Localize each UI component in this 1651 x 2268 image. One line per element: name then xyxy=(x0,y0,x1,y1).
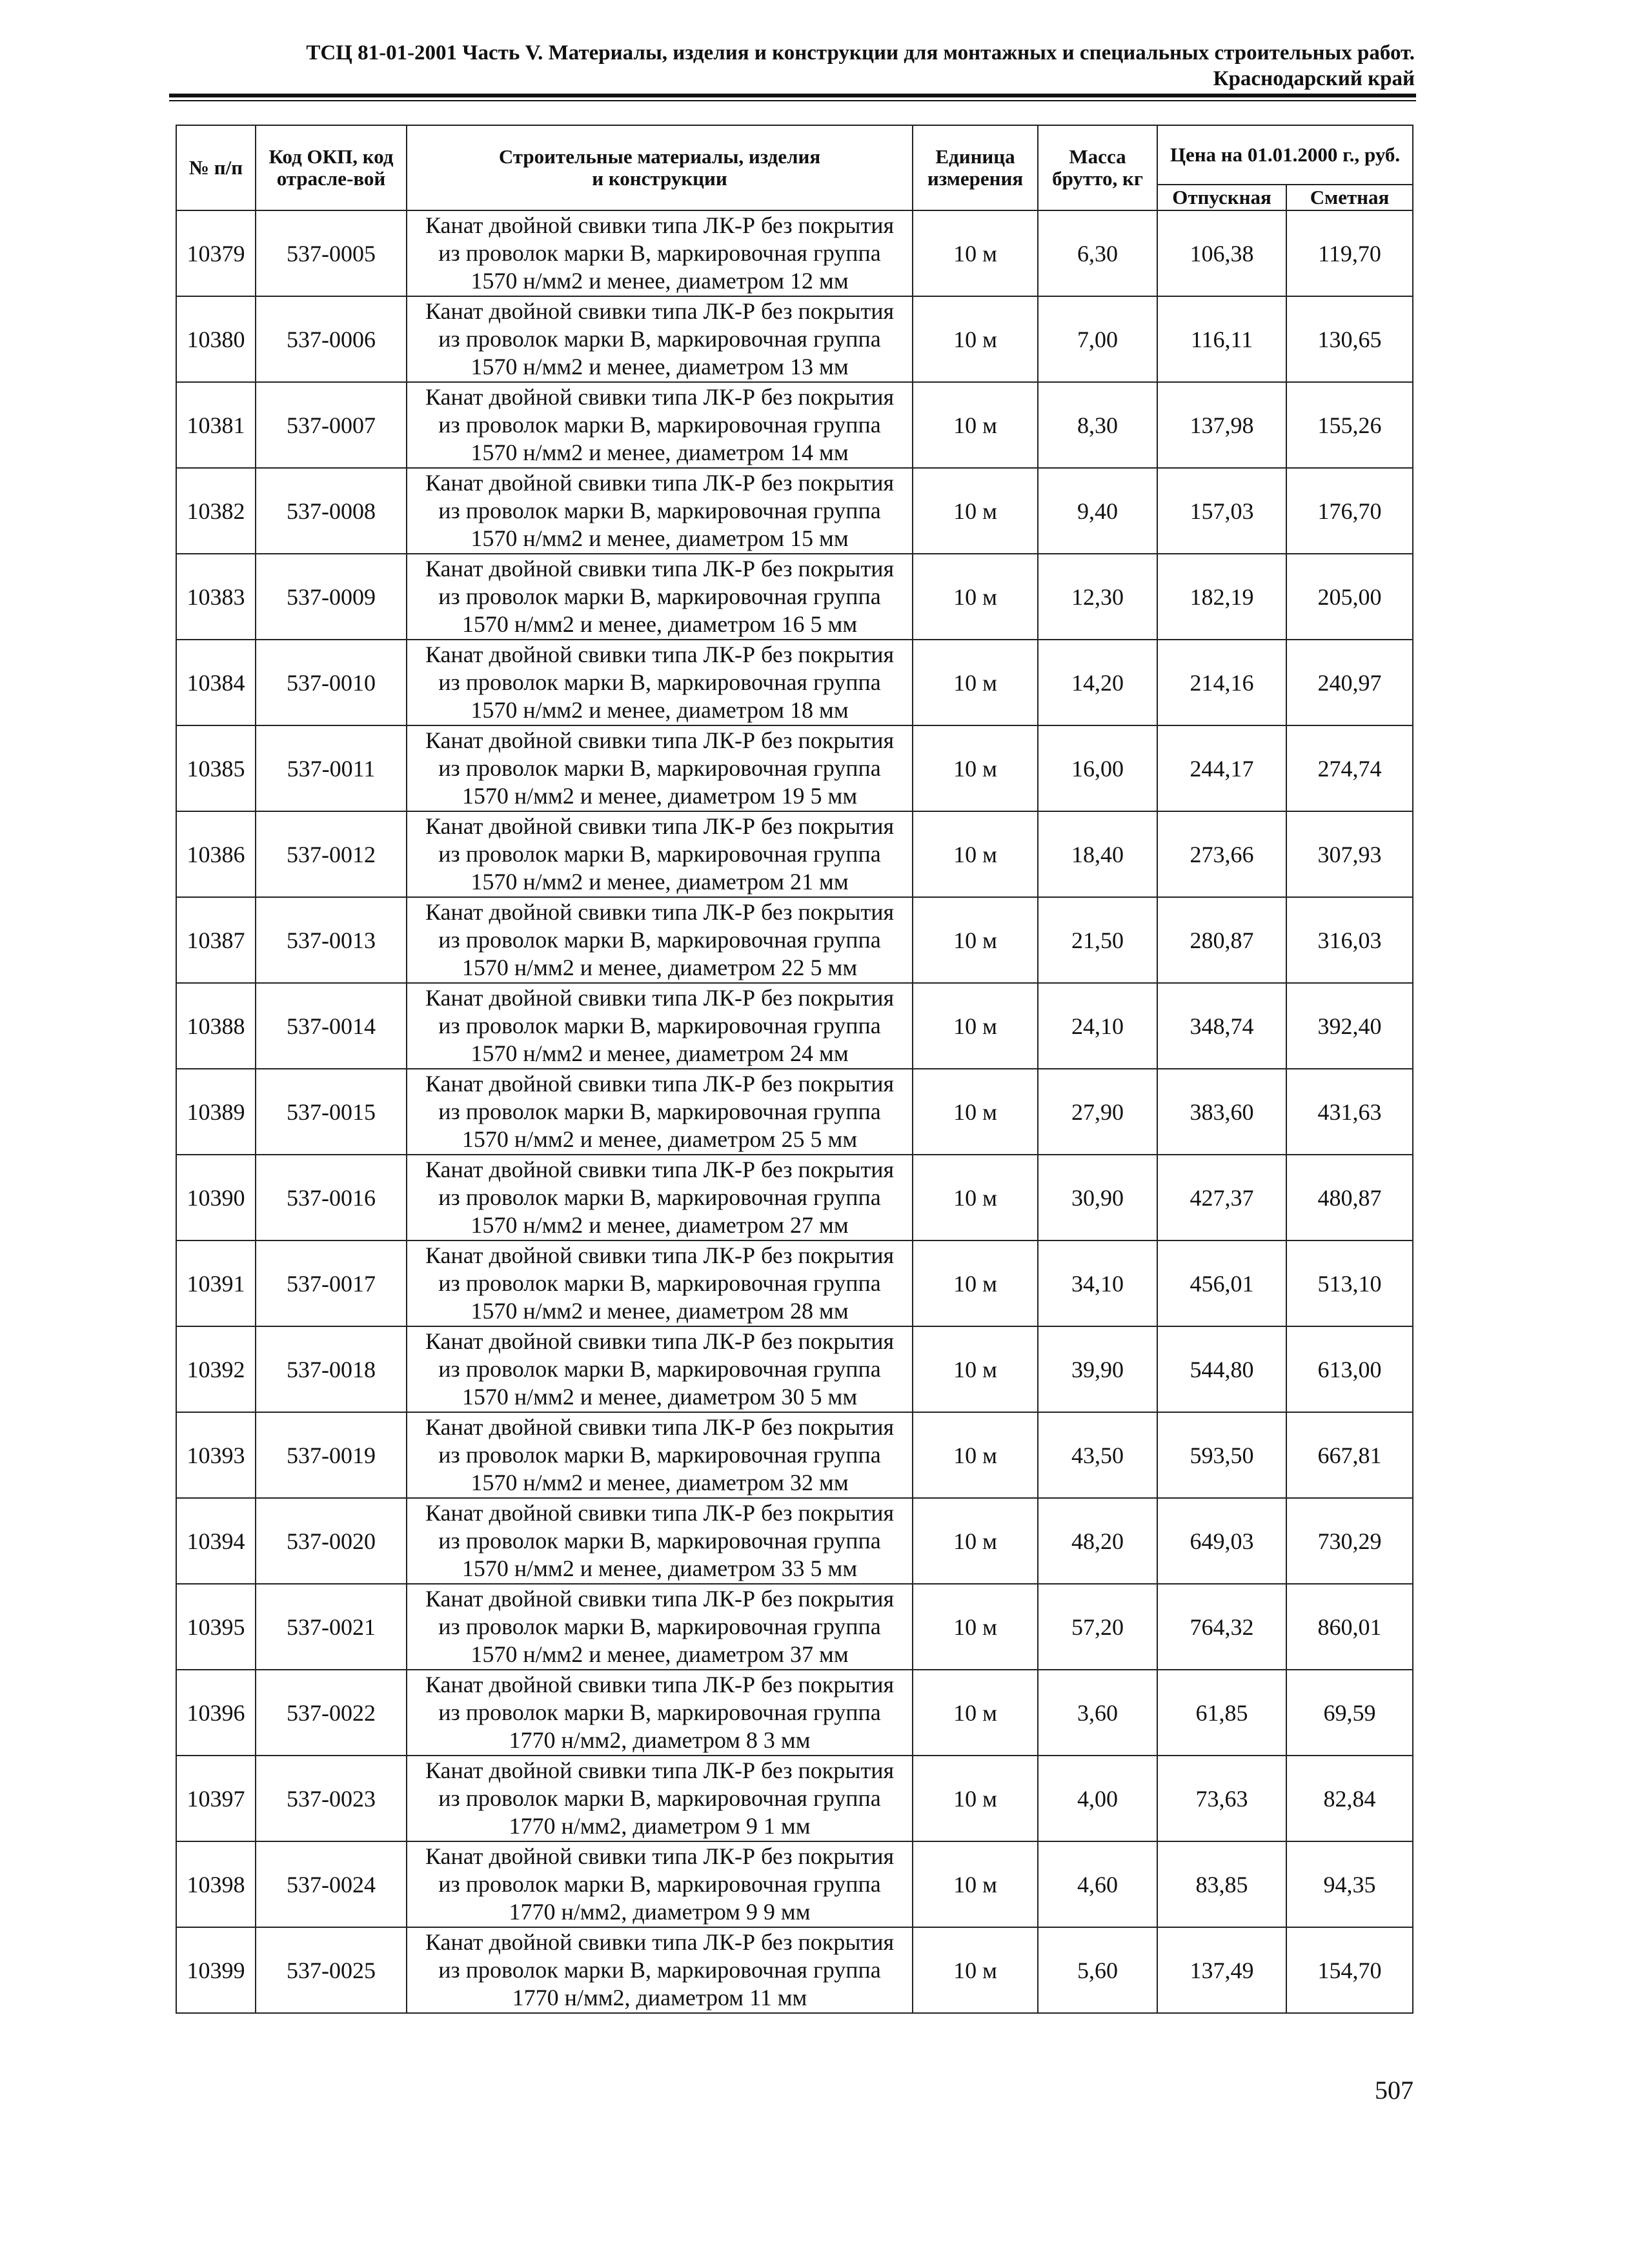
row-description-line: Канат двойной свивки типа ЛК-Р без покрытия xyxy=(425,899,895,925)
row-description xyxy=(407,725,913,811)
row-estimate-price: 94,35 xyxy=(1286,1841,1413,1927)
row-estimate-price: 154,70 xyxy=(1286,1927,1413,2013)
col-header-mass: Масса брутто, кг xyxy=(1038,125,1157,210)
row-code: 537-0010 xyxy=(256,640,407,725)
row-number: 10384 xyxy=(176,640,256,725)
row-mass: 6,30 xyxy=(1038,210,1157,296)
row-code: 537-0018 xyxy=(256,1326,407,1412)
row-code: 537-0006 xyxy=(256,296,407,382)
table-row xyxy=(176,1412,1413,1498)
row-number: 10398 xyxy=(176,1841,256,1927)
row-unit: 10 м xyxy=(913,1584,1038,1670)
table-row xyxy=(176,983,1413,1069)
row-release-price: 116,11 xyxy=(1157,296,1286,382)
row-number: 10383 xyxy=(176,554,256,640)
row-description-line: 1570 н/мм2 и менее, диаметром 30 5 мм xyxy=(461,1384,858,1410)
row-estimate-price: 82,84 xyxy=(1286,1756,1413,1841)
row-code: 537-0019 xyxy=(256,1412,407,1498)
row-description-line: из проволок марки В, маркировочная группа xyxy=(438,755,881,781)
row-description-line: из проволок марки В, маркировочная группа xyxy=(438,498,881,523)
row-unit: 10 м xyxy=(913,468,1038,554)
row-release-price: 83,85 xyxy=(1157,1841,1286,1927)
table-row xyxy=(176,1240,1413,1326)
row-description-line: 1570 н/мм2 и менее, диаметром 14 мм xyxy=(471,440,849,465)
row-description-line: из проволок марки В, маркировочная группа xyxy=(438,1356,881,1382)
row-number: 10392 xyxy=(176,1326,256,1412)
row-release-price: 106,38 xyxy=(1157,210,1286,296)
row-description-line: 1570 н/мм2 и менее, диаметром 12 мм xyxy=(471,268,849,294)
table-row xyxy=(176,1756,1413,1841)
row-release-price: 544,80 xyxy=(1157,1326,1286,1412)
row-description xyxy=(407,1584,913,1670)
table-row xyxy=(176,811,1413,897)
page-header xyxy=(168,40,1415,92)
row-description-line: из проволок марки В, маркировочная группа xyxy=(438,583,881,609)
row-mass: 21,50 xyxy=(1038,897,1157,983)
row-code: 537-0020 xyxy=(256,1498,407,1584)
col-header-code: Код ОКП, код отрасле-вой xyxy=(256,125,407,210)
row-description-line: Канат двойной свивки типа ЛК-Р без покрытия xyxy=(425,1929,895,1955)
row-number: 10397 xyxy=(176,1756,256,1841)
row-number: 10391 xyxy=(176,1240,256,1326)
row-description-line: 1570 н/мм2 и менее, диаметром 22 5 мм xyxy=(461,955,858,980)
row-description-line: 1570 н/мм2 и менее, диаметром 33 5 мм xyxy=(461,1555,858,1581)
row-estimate-price: 513,10 xyxy=(1286,1240,1413,1326)
row-mass: 48,20 xyxy=(1038,1498,1157,1584)
row-unit: 10 м xyxy=(913,554,1038,640)
row-code: 537-0011 xyxy=(256,725,407,811)
row-release-price: 280,87 xyxy=(1157,897,1286,983)
row-mass: 16,00 xyxy=(1038,725,1157,811)
col-header-price: Цена на 01.01.2000 г., руб. xyxy=(1157,125,1413,185)
row-description-line: Канат двойной свивки типа ЛК-Р без покрытия xyxy=(425,813,895,839)
row-unit: 10 м xyxy=(913,1670,1038,1756)
row-code: 537-0009 xyxy=(256,554,407,640)
table-row xyxy=(176,468,1413,554)
row-description-line: 1570 н/мм2 и менее, диаметром 16 5 мм xyxy=(461,611,858,637)
row-description-line: 1770 н/мм2, диаметром 9 9 мм xyxy=(509,1899,811,1925)
row-description-line: Канат двойной свивки типа ЛК-Р без покрытия xyxy=(425,1672,895,1697)
row-description xyxy=(407,1927,913,2013)
row-code: 537-0008 xyxy=(256,468,407,554)
row-code: 537-0017 xyxy=(256,1240,407,1326)
row-unit: 10 м xyxy=(913,1841,1038,1927)
row-unit: 10 м xyxy=(913,296,1038,382)
row-release-price: 61,85 xyxy=(1157,1670,1286,1756)
row-description-line: 1770 н/мм2, диаметром 9 1 мм xyxy=(509,1813,811,1839)
row-description xyxy=(407,1240,913,1326)
row-estimate-price: 667,81 xyxy=(1286,1412,1413,1498)
table-row xyxy=(176,1670,1413,1756)
row-mass: 4,60 xyxy=(1038,1841,1157,1927)
row-description xyxy=(407,1670,913,1756)
row-description-line: из проволок марки В, маркировочная группа xyxy=(438,1184,881,1210)
row-release-price: 456,01 xyxy=(1157,1240,1286,1326)
row-mass: 12,30 xyxy=(1038,554,1157,640)
table-body xyxy=(176,210,1413,2013)
row-description xyxy=(407,468,913,554)
table-row xyxy=(176,1326,1413,1412)
row-unit: 10 м xyxy=(913,1069,1038,1155)
row-unit: 10 м xyxy=(913,382,1038,468)
row-release-price: 273,66 xyxy=(1157,811,1286,897)
table-row xyxy=(176,1069,1413,1155)
row-description-line: из проволок марки В, маркировочная группа xyxy=(438,1699,881,1725)
row-estimate-price: 130,65 xyxy=(1286,296,1413,382)
row-description-line: 1570 н/мм2 и менее, диаметром 25 5 мм xyxy=(461,1126,858,1152)
row-mass: 57,20 xyxy=(1038,1584,1157,1670)
row-description-line: 1570 н/мм2 и менее, диаметром 15 мм xyxy=(471,525,849,551)
row-estimate-price: 860,01 xyxy=(1286,1584,1413,1670)
table-row xyxy=(176,1155,1413,1240)
row-number: 10396 xyxy=(176,1670,256,1756)
row-description-line: из проволок марки В, маркировочная группа xyxy=(438,841,881,867)
row-estimate-price: 316,03 xyxy=(1286,897,1413,983)
row-unit: 10 м xyxy=(913,1756,1038,1841)
row-description xyxy=(407,897,913,983)
row-release-price: 649,03 xyxy=(1157,1498,1286,1584)
table-row xyxy=(176,725,1413,811)
row-mass: 7,00 xyxy=(1038,296,1157,382)
row-unit: 10 м xyxy=(913,1927,1038,2013)
price-table xyxy=(176,125,1413,2014)
page-number: 507 xyxy=(1375,2076,1413,2105)
row-estimate-price: 274,74 xyxy=(1286,725,1413,811)
row-description xyxy=(407,1069,913,1155)
table-row xyxy=(176,640,1413,725)
table-row xyxy=(176,897,1413,983)
row-mass: 30,90 xyxy=(1038,1155,1157,1240)
row-estimate-price: 730,29 xyxy=(1286,1498,1413,1584)
row-code: 537-0007 xyxy=(256,382,407,468)
row-description-line: Канат двойной свивки типа ЛК-Р без покрытия xyxy=(425,212,895,238)
row-number: 10381 xyxy=(176,382,256,468)
row-description-line: Канат двойной свивки типа ЛК-Р без покрытия xyxy=(425,642,895,667)
row-description xyxy=(407,1756,913,1841)
row-estimate-price: 392,40 xyxy=(1286,983,1413,1069)
row-number: 10385 xyxy=(176,725,256,811)
row-mass: 34,10 xyxy=(1038,1240,1157,1326)
row-description-line: из проволок марки В, маркировочная группа xyxy=(438,1270,881,1296)
header-rule xyxy=(169,94,1416,97)
table-row xyxy=(176,210,1413,296)
row-code: 537-0022 xyxy=(256,1670,407,1756)
row-description-line: из проволок марки В, маркировочная группа xyxy=(438,1957,881,1983)
row-description xyxy=(407,811,913,897)
row-description-line: из проволок марки В, маркировочная группа xyxy=(438,1785,881,1811)
row-description-line: из проволок марки В, маркировочная группа xyxy=(438,412,881,438)
row-description xyxy=(407,983,913,1069)
col-header-num: № п/п xyxy=(176,125,256,210)
row-mass: 9,40 xyxy=(1038,468,1157,554)
row-description-line: 1570 н/мм2 и менее, диаметром 21 мм xyxy=(471,869,849,895)
row-estimate-price: 176,70 xyxy=(1286,468,1413,554)
row-code: 537-0024 xyxy=(256,1841,407,1927)
row-unit: 10 м xyxy=(913,1155,1038,1240)
row-estimate-price: 119,70 xyxy=(1286,210,1413,296)
row-description-line: Канат двойной свивки типа ЛК-Р без покрытия xyxy=(425,1157,895,1182)
row-code: 537-0014 xyxy=(256,983,407,1069)
row-number: 10395 xyxy=(176,1584,256,1670)
header-title: ТСЦ 81-01-2001 Часть V. Материалы, изделия и конструкции для монтажных и специальных строительных работ. xyxy=(306,41,1415,65)
row-description xyxy=(407,296,913,382)
row-description-line: Канат двойной свивки типа ЛК-Р без покрытия xyxy=(425,470,895,496)
row-mass: 4,00 xyxy=(1038,1756,1157,1841)
table-row xyxy=(176,382,1413,468)
row-code: 537-0005 xyxy=(256,210,407,296)
row-release-price: 182,19 xyxy=(1157,554,1286,640)
row-description-line: 1770 н/мм2, диаметром 8 3 мм xyxy=(509,1727,811,1753)
row-estimate-price: 613,00 xyxy=(1286,1326,1413,1412)
row-number: 10386 xyxy=(176,811,256,897)
row-unit: 10 м xyxy=(913,640,1038,725)
row-description-line: из проволок марки В, маркировочная группа xyxy=(438,669,881,695)
table-row xyxy=(176,1498,1413,1584)
row-mass: 43,50 xyxy=(1038,1412,1157,1498)
row-description xyxy=(407,1841,913,1927)
row-number: 10390 xyxy=(176,1155,256,1240)
row-unit: 10 м xyxy=(913,983,1038,1069)
row-mass: 27,90 xyxy=(1038,1069,1157,1155)
row-estimate-price: 155,26 xyxy=(1286,382,1413,468)
row-number: 10387 xyxy=(176,897,256,983)
row-mass: 3,60 xyxy=(1038,1670,1157,1756)
row-unit: 10 м xyxy=(913,1412,1038,1498)
row-description-line: 1570 н/мм2 и менее, диаметром 28 мм xyxy=(471,1298,849,1324)
row-description-line: из проволок марки В, маркировочная группа xyxy=(438,1099,881,1124)
row-description-line: из проволок марки В, маркировочная группа xyxy=(438,326,881,352)
row-description-line: из проволок марки В, маркировочная группа xyxy=(438,1442,881,1468)
row-mass: 24,10 xyxy=(1038,983,1157,1069)
row-description-line: Канат двойной свивки типа ЛК-Р без покрытия xyxy=(425,1757,895,1783)
row-release-price: 383,60 xyxy=(1157,1069,1286,1155)
row-unit: 10 м xyxy=(913,210,1038,296)
row-release-price: 214,16 xyxy=(1157,640,1286,725)
row-number: 10380 xyxy=(176,296,256,382)
row-unit: 10 м xyxy=(913,811,1038,897)
row-description-line: Канат двойной свивки типа ЛК-Р без покрытия xyxy=(425,556,895,582)
row-description-line: Канат двойной свивки типа ЛК-Р без покрытия xyxy=(425,1843,895,1869)
row-description-line: Канат двойной свивки типа ЛК-Р без покрытия xyxy=(425,1071,895,1097)
row-description xyxy=(407,382,913,468)
row-description-line: 1570 н/мм2 и менее, диаметром 32 мм xyxy=(471,1470,849,1495)
row-unit: 10 м xyxy=(913,897,1038,983)
header-rule-thin xyxy=(169,100,1416,101)
row-description-line: 1570 н/мм2 и менее, диаметром 27 мм xyxy=(471,1212,849,1238)
row-description-line: из проволок марки В, маркировочная группа xyxy=(438,927,881,953)
row-description xyxy=(407,640,913,725)
row-description-line: из проволок марки В, маркировочная группа xyxy=(438,1614,881,1639)
row-description-line: Канат двойной свивки типа ЛК-Р без покрытия xyxy=(425,727,895,753)
row-description-line: 1770 н/мм2, диаметром 11 мм xyxy=(512,1985,807,2010)
row-description-line: Канат двойной свивки типа ЛК-Р без покрытия xyxy=(425,1586,895,1612)
row-description-line: из проволок марки В, маркировочная группа xyxy=(438,1528,881,1554)
row-description-line: Канат двойной свивки типа ЛК-Р без покрытия xyxy=(425,1414,895,1440)
row-description-line: 1570 н/мм2 и менее, диаметром 18 мм xyxy=(471,697,849,723)
row-estimate-price: 69,59 xyxy=(1286,1670,1413,1756)
header-region: Краснодарский край xyxy=(1213,67,1415,90)
row-description-line: Канат двойной свивки типа ЛК-Р без покрытия xyxy=(425,1242,895,1268)
row-description-line: Канат двойной свивки типа ЛК-Р без покрытия xyxy=(425,384,895,410)
row-release-price: 427,37 xyxy=(1157,1155,1286,1240)
row-description-line: 1570 н/мм2 и менее, диаметром 13 мм xyxy=(471,354,849,380)
row-release-price: 157,03 xyxy=(1157,468,1286,554)
row-release-price: 137,49 xyxy=(1157,1927,1286,2013)
table-row xyxy=(176,1927,1413,2013)
row-mass: 39,90 xyxy=(1038,1326,1157,1412)
row-code: 537-0023 xyxy=(256,1756,407,1841)
row-code: 537-0025 xyxy=(256,1927,407,2013)
row-number: 10382 xyxy=(176,468,256,554)
row-description-line: 1570 н/мм2 и менее, диаметром 37 мм xyxy=(471,1641,849,1667)
row-release-price: 244,17 xyxy=(1157,725,1286,811)
table-row xyxy=(176,1841,1413,1927)
row-unit: 10 м xyxy=(913,1240,1038,1326)
row-description xyxy=(407,554,913,640)
row-mass: 5,60 xyxy=(1038,1927,1157,2013)
row-description xyxy=(407,1155,913,1240)
col-header-name-line1: Строительные материалы, изделия xyxy=(498,145,821,168)
row-estimate-price: 480,87 xyxy=(1286,1155,1413,1240)
row-unit: 10 м xyxy=(913,1326,1038,1412)
row-description-line: из проволок марки В, маркировочная группа xyxy=(438,1871,881,1897)
row-release-price: 348,74 xyxy=(1157,983,1286,1069)
row-description-line: из проволок марки В, маркировочная группа xyxy=(438,240,881,266)
table-row xyxy=(176,554,1413,640)
row-description xyxy=(407,210,913,296)
row-mass: 8,30 xyxy=(1038,382,1157,468)
row-mass: 14,20 xyxy=(1038,640,1157,725)
row-description-line: Канат двойной свивки типа ЛК-Р без покрытия xyxy=(425,985,895,1011)
row-code: 537-0015 xyxy=(256,1069,407,1155)
col-header-release: Отпускная xyxy=(1157,185,1286,210)
row-number: 10393 xyxy=(176,1412,256,1498)
row-release-price: 137,98 xyxy=(1157,382,1286,468)
col-header-estimate: Сметная xyxy=(1286,185,1413,210)
table-row xyxy=(176,296,1413,382)
row-number: 10389 xyxy=(176,1069,256,1155)
row-release-price: 764,32 xyxy=(1157,1584,1286,1670)
row-unit: 10 м xyxy=(913,1498,1038,1584)
row-estimate-price: 307,93 xyxy=(1286,811,1413,897)
row-estimate-price: 205,00 xyxy=(1286,554,1413,640)
row-code: 537-0012 xyxy=(256,811,407,897)
row-estimate-price: 240,97 xyxy=(1286,640,1413,725)
row-description-line: 1570 н/мм2 и менее, диаметром 24 мм xyxy=(471,1040,849,1066)
row-code: 537-0016 xyxy=(256,1155,407,1240)
row-description-line: 1570 н/мм2 и менее, диаметром 19 5 мм xyxy=(461,783,858,809)
row-description xyxy=(407,1326,913,1412)
row-description-line: из проволок марки В, маркировочная группа xyxy=(438,1013,881,1038)
col-header-name-line2: и конструкции xyxy=(592,167,727,190)
row-unit: 10 м xyxy=(913,725,1038,811)
row-estimate-price: 431,63 xyxy=(1286,1069,1413,1155)
row-number: 10379 xyxy=(176,210,256,296)
table-row xyxy=(176,1584,1413,1670)
row-number: 10388 xyxy=(176,983,256,1069)
row-number: 10394 xyxy=(176,1498,256,1584)
row-description-line: Канат двойной свивки типа ЛК-Р без покрытия xyxy=(425,298,895,324)
row-number: 10399 xyxy=(176,1927,256,2013)
col-header-name xyxy=(407,125,913,210)
col-header-unit: Единица измерения xyxy=(913,125,1038,210)
row-code: 537-0013 xyxy=(256,897,407,983)
row-mass: 18,40 xyxy=(1038,811,1157,897)
row-description-line: Канат двойной свивки типа ЛК-Р без покрытия xyxy=(425,1500,895,1526)
row-description-line: Канат двойной свивки типа ЛК-Р без покрытия xyxy=(425,1328,895,1354)
row-release-price: 593,50 xyxy=(1157,1412,1286,1498)
row-code: 537-0021 xyxy=(256,1584,407,1670)
row-description xyxy=(407,1498,913,1584)
row-release-price: 73,63 xyxy=(1157,1756,1286,1841)
row-description xyxy=(407,1412,913,1498)
